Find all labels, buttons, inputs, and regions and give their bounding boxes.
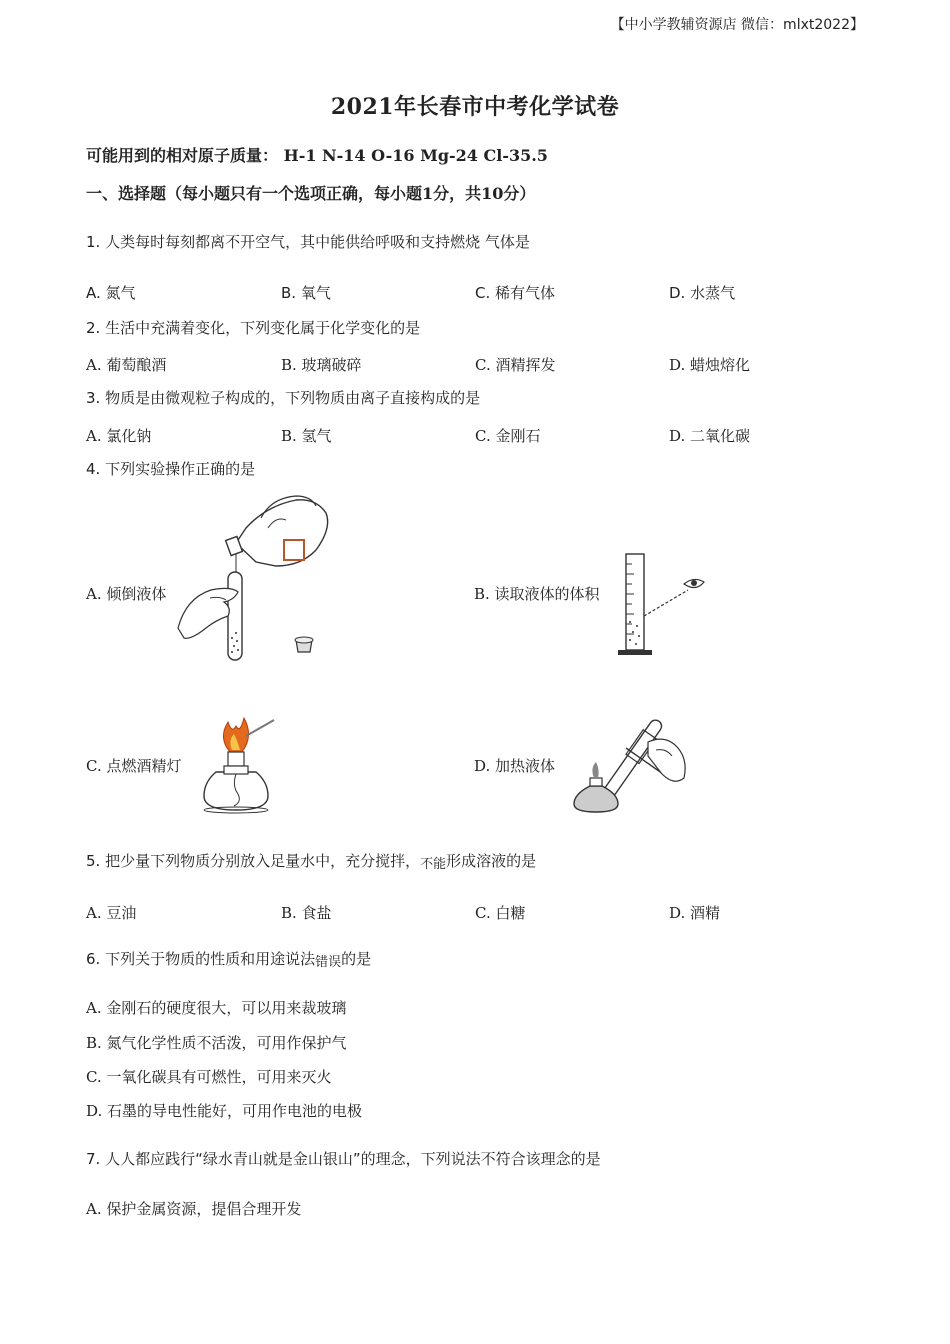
q6-stem-emphasis: 错误 [315,955,342,970]
page-title: 2021年长春市中考化学试卷 [330,94,620,120]
q3-option-c: C. 金刚石 [475,427,541,445]
q2-option-a: A. 葡萄酿酒 [86,356,167,374]
watermark: 【中小学教辅资源店 微信：mlxt2022】 [610,17,864,33]
q6-option-b: B. 氮气化学性质不活泼，可用作保护气 [86,1034,347,1052]
q6-stem-part-2: 的是 [341,950,372,968]
section-heading: 一、选择题（每小题只有一个选项正确，每小题1分，共10分） [86,184,536,203]
q1-option-c: C. 稀有气体 [475,284,556,302]
q4-option-a: A. 倾倒液体 [86,585,167,603]
atomic-masses: 可能用到的相对原子质量： H-1 N-14 O-16 Mg-24 Cl-35.5 [86,146,548,165]
q7-option-a: A. 保护金属资源，提倡合理开发 [86,1200,302,1218]
q2-option-c: C. 酒精挥发 [475,356,556,374]
pouring-liquid-figure [176,488,336,668]
question-1-stem: 1. 人类每时每刻都离不开空气，其中能供给呼吸和支持燃烧 气体是 [86,233,530,251]
question-5-stem [86,851,536,873]
question-2-stem: 2. 生活中充满着变化，下列变化属于化学变化的是 [86,319,421,337]
q6-option-d: D. 石墨的导电性能好，可用作电池的电极 [86,1102,363,1120]
q2-option-d: D. 蜡烛熔化 [669,356,751,374]
q5-stem-part-2: 形成溶液的是 [446,852,537,870]
q5-stem-emphasis: 不能 [420,857,447,872]
q1-option-a: A. 氮气 [86,284,136,302]
q5-option-c: C. 白糖 [475,904,526,922]
q4-option-b: B. 读取液体的体积 [474,585,600,603]
q1-option-b: B. 氧气 [281,284,331,302]
alcohol-lamp-figure [196,712,286,816]
question-4-stem: 4. 下列实验操作正确的是 [86,460,256,478]
graduated-cylinder-figure [612,550,712,660]
question-3-stem: 3. 物质是由微观粒子构成的，下列物质由离子直接构成的是 [86,389,481,407]
question-6-stem [86,949,371,971]
q6-stem-part-1: 6. 下列关于物质的性质和用途说法 [86,950,316,968]
q5-stem-part-1: 5. 把少量下列物质分别放入足量水中，充分搅拌， [86,852,421,870]
q3-option-a: A. 氯化钠 [86,427,152,445]
q4-option-c: C. 点燃酒精灯 [86,757,182,775]
q1-option-d: D. 水蒸气 [669,284,736,302]
q3-option-d: D. 二氧化碳 [669,427,751,445]
question-7-stem: 7. 人人都应践行“绿水青山就是金山银山”的理念，下列说法不符合该理念的是 [86,1150,601,1168]
q4-option-d: D. 加热液体 [474,757,556,775]
q5-option-d: D. 酒精 [669,904,721,922]
q3-option-b: B. 氢气 [281,427,332,445]
q6-option-a: A. 金刚石的硬度很大，可以用来裁玻璃 [86,999,347,1017]
heating-liquid-figure [566,704,696,816]
q5-option-a: A. 豆油 [86,904,137,922]
q5-option-b: B. 食盐 [281,904,332,922]
q2-option-b: B. 玻璃破碎 [281,356,362,374]
q6-option-c: C. 一氧化碳具有可燃性，可用来灭火 [86,1068,332,1086]
